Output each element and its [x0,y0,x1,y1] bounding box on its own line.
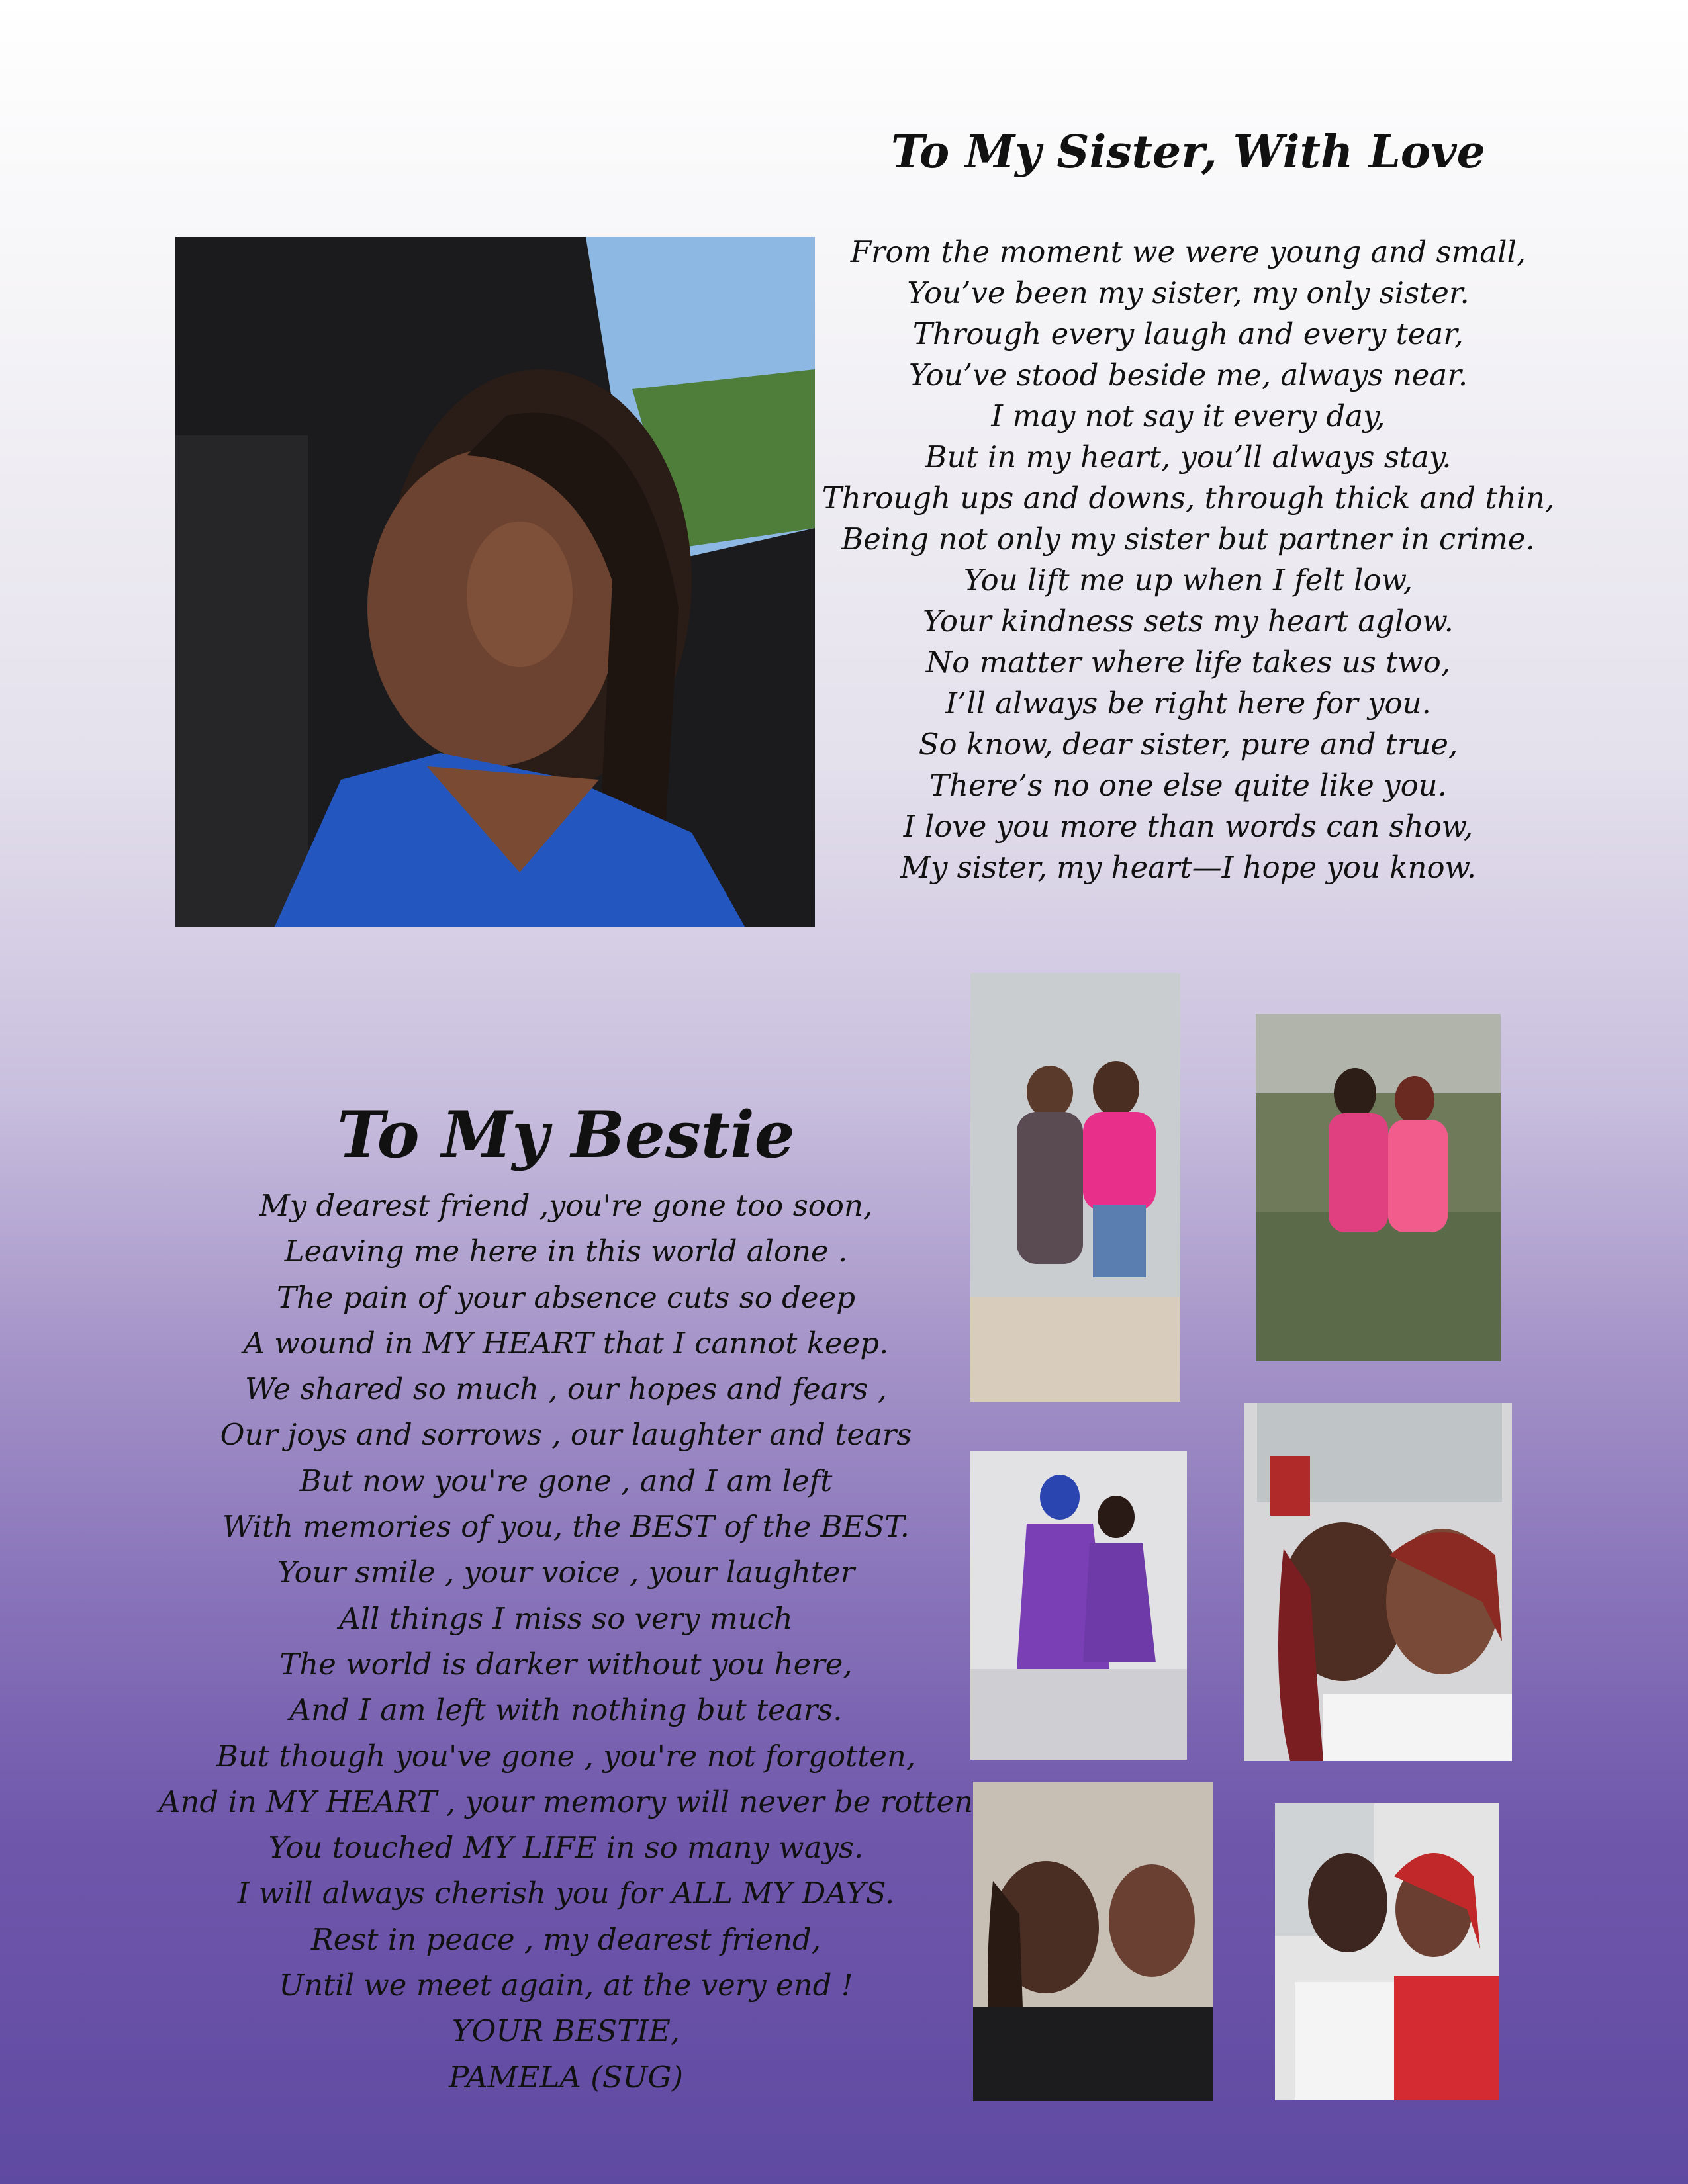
collage-photo-two-women-in-water [1256,1014,1501,1361]
bestie-poem-line: Your smile , your voice , your laughter [277,1555,855,1590]
collage-photo-levis-shirts [1275,1803,1499,2100]
bestie-poem-line: I will always cherish you for ALL MY DAYS. [237,1876,895,1911]
sister-poem-title: To My Sister, With Love [891,126,1485,179]
sister-poem-line: There’s no one else quite like you. [929,768,1447,803]
portrait-photo [175,237,815,927]
sister-poem-line: My sister, my heart—I hope you know. [900,850,1477,885]
bestie-poem-title: To My Bestie [337,1097,795,1172]
sister-poem-line: So know, dear sister, pure and true, [918,727,1458,762]
bestie-poem-line: The pain of your absence cuts so deep [276,1279,856,1315]
sister-poem-line: From the moment we were young and small, [850,234,1526,269]
bestie-poem-line: But now you're gone , and I am left [299,1463,833,1498]
sister-poem-line: Through every laugh and every tear, [912,316,1464,351]
bestie-poem-line: But though you've gone , you're not forgotten, [216,1738,916,1774]
sister-poem-line: Through ups and downs, through thick and thin, [821,480,1555,516]
sister-poem-line: I may not say it every day, [991,398,1385,433]
bestie-poem-line: With memories of you, the BEST of the BEST. [222,1509,910,1545]
bestie-poem-line: YOUR BESTIE, [451,2013,680,2049]
collage-photo-two-women-standing [970,973,1180,1402]
bestie-poem-line: PAMELA (SUG) [448,2059,684,2095]
sister-poem-line: But in my heart, you’ll always stay. [925,439,1452,475]
sister-poem-line: No matter where life takes us two, [925,645,1451,680]
bestie-poem-line: The world is darker without you here, [279,1646,853,1682]
collage-photo-selfie-braids [973,1782,1213,2101]
bestie-poem-line: And I am left with nothing but tears. [289,1692,843,1728]
sister-poem-body [821,232,1556,888]
bestie-poem-line: And in MY HEART , your memory will never be rotten [158,1784,974,1819]
sister-poem-line: I’ll always be right here for you. [945,686,1431,721]
sister-poem-line: You lift me up when I felt low, [963,563,1413,598]
bestie-poem-line: Our joys and sorrows , our laughter and tears [220,1417,912,1453]
sister-poem-line: You’ve stood beside me, always near. [908,357,1468,392]
bestie-poem-line: All things I miss so very much [339,1600,793,1636]
bestie-poem-line: You touched MY LIFE in so many ways. [268,1830,864,1866]
sister-poem-line: Being not only my sister but partner in crime. [841,522,1535,557]
sister-poem-line: Your kindness sets my heart aglow. [923,604,1454,639]
sister-poem-line: I love you more than words can show, [903,809,1474,844]
bestie-poem-line: My dearest friend ,you're gone too soon, [259,1188,873,1223]
bestie-poem-line: We shared so much , our hopes and fears , [245,1371,887,1407]
collage-photo-purple-dresses [970,1451,1187,1760]
bestie-poem-body [156,1183,976,2100]
bestie-poem-line: Until we meet again, at the very end ! [279,1968,853,2003]
collage-photo-selfie-glasses [1244,1403,1512,1761]
bestie-poem-line: Rest in peace , my dearest friend, [310,1921,821,1957]
bestie-poem-line: Leaving me here in this world alone . [284,1234,848,1269]
bestie-poem-line: A wound in MY HEART that I cannot keep. [243,1325,889,1361]
sister-poem-line: You’ve been my sister, my only sister. [907,275,1470,310]
